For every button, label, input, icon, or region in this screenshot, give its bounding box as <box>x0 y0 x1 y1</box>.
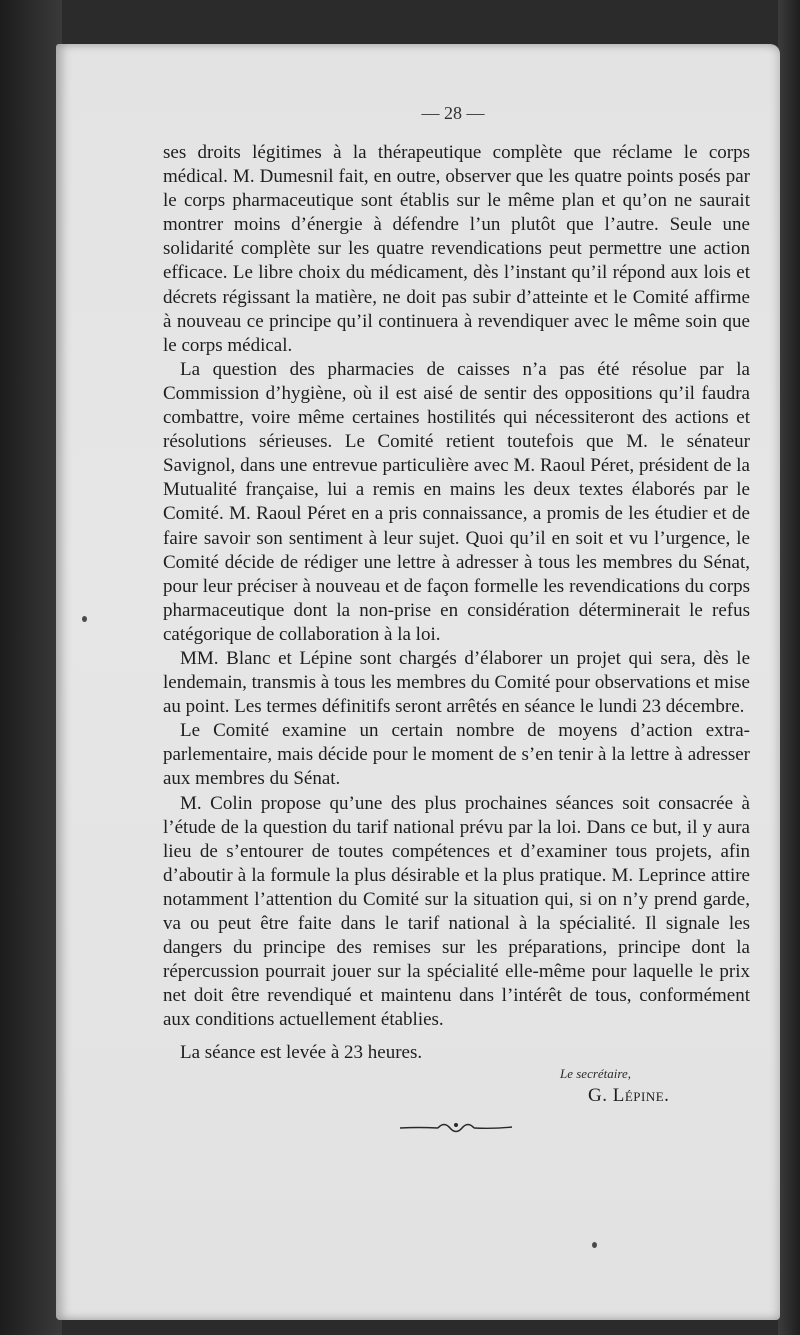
paragraph-2: La question des pharmacies de caisses n’a pas été résolue par la Commission d’hygiène, où il est aisé de sentir des oppositions qu’il faudra combattre, voire même certaines hostilités qui nécessiteront des actions et résolutions sérieuses. Le Comité retient toutefois que M. le sénateur Savignol, dans une entrevue particulière avec M. Raoul Péret, président de la Mutualité française, lui a remis en mains les deux textes élaborés par le Comité. M. Raoul Péret en a pris connaissance, a promis de les étudier et de faire savoir son sentiment à leur sujet. Quoi qu’il en soit et vu l’urgence, le Comité décide de rédiger une lettre à adresser à tous les membres du Sénat, pour leur préciser à nouveau et de façon formelle les revendications du corps pharmaceutique dont la non-prise en considération déterminerait le refus catégorique de collaboration à la loi. <box>163 358 750 645</box>
signature-title: Le secrétaire, <box>560 1066 631 1081</box>
paragraph-4: Le Comité examine un certain nombre de moyens d’action extra-parlementaire, mais décide pour le moment de s’en tenir à la lettre à adresser aux membres du Sénat. <box>163 720 750 790</box>
page-number: — 28 — <box>421 103 485 123</box>
paragraph-3: MM. Blanc et Lépine sont chargés d’élaborer un projet qui sera, dès le lendemain, transmis à tous les membres du Comité pour observations et mise au point. Les termes définitifs seront arrêtés en séance le lundi 23 décembre. <box>163 647 750 718</box>
paragraph-1: ses droits légitimes à la thérapeutique complète que réclame le corps médical. M. Dumesnil fait, en outre, observer que les quatre points posés par le corps pharmaceutique sont établis sur le même plan et qu’on ne saurait montrer moins d’énergie à défendre l’un plutôt que l’autre. Seule une solidarité complète sur les quatre revendications peut permettre une action efficace. Le libre choix du médicament, dès l’instant qu’il répond aux lois et décrets régissant la matière, ne doit pas subir d’atteinte et le Comité affirme à nouveau ce principe qu’il continuera à revendiquer avec le même soin que le corps médical. <box>163 142 750 356</box>
body-text <box>163 141 750 1032</box>
scan-right-edge <box>778 0 800 1335</box>
paragraph-5: M. Colin propose qu’une des plus prochaines séances soit consacrée à l’étude de la question du tarif national prévu par la loi. Dans ce but, il y aura lieu de s’entourer de toutes compétences et d’examiner tous projets, afin d’aboutir à la formule la plus désirable et la plus pratique. M. Leprince attire notamment l’attention du Comité sur la situation qui, si on n’y prend garde, va ou peut être faite dans le tarif national à la spécialité. Il signale les dangers du principe des remises sur les préparations, principe dont la répercussion pourrait jouer sur la spécialité elle-même pour laquelle le prix net doit être revendiqué et maintenu dans l’intérêt de tous, conformément aux conditions actuellement établies. <box>163 792 750 1031</box>
signature-name: G. Lépine. <box>588 1085 670 1106</box>
closing-line: La séance est levée à 23 heures. <box>180 1042 423 1063</box>
paper-speck <box>82 616 87 622</box>
paper-speck <box>592 1242 597 1248</box>
scan-left-edge <box>0 0 62 1335</box>
ornament-divider <box>398 1118 514 1136</box>
